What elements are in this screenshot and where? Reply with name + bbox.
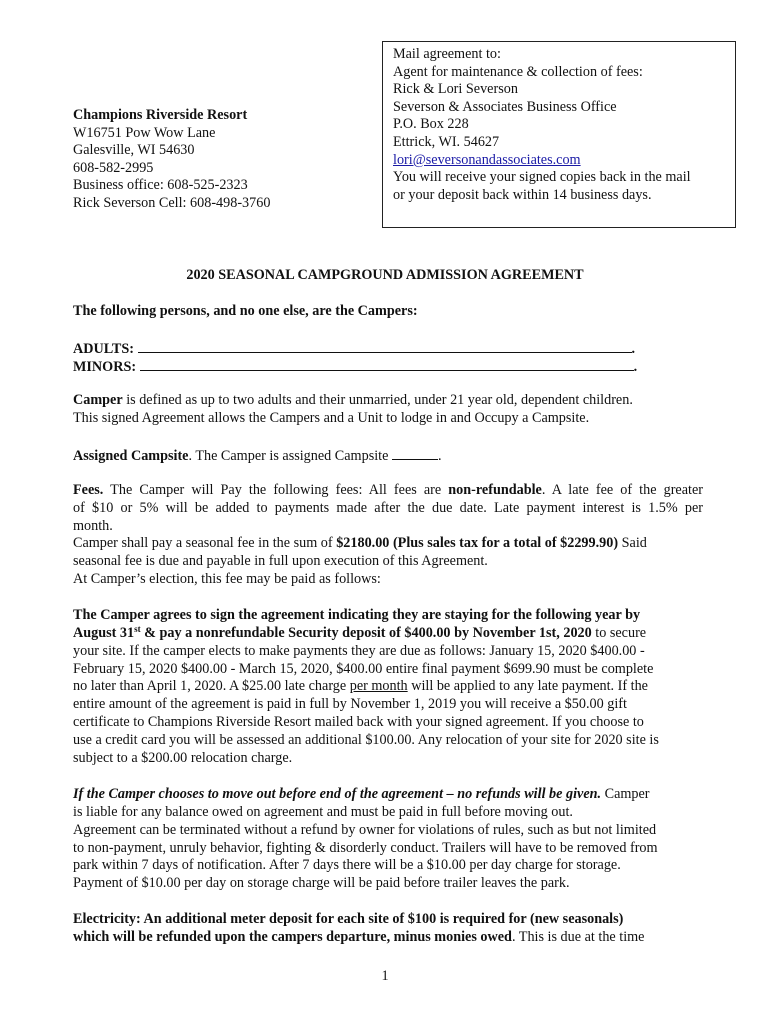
campers-heading: The following persons, and no one else, are the Campers: [73,303,418,319]
fees-line-5: seasonal fee is due and payable in full upon execution of this Agreement. [73,553,488,569]
electricity-line-1: Electricity: An additional meter deposit for each site of $100 is required for (new seasonals) [73,911,624,927]
cell-phone: Rick Severson Cell: 608-498-3760 [73,194,271,211]
late-charge-text: no later than April 1, 2020. A $25.00 late charge [73,678,350,694]
assigned-campsite-term: Assigned Campsite [73,448,189,464]
resort-city: Galesville, WI 54630 [73,142,195,159]
adults-blank[interactable] [138,339,632,353]
moveout-line-2: is liable for any balance owed on agreement and must be paid in full before moving out. [73,804,573,820]
business-office-line: Severson & Associates Business Office [393,98,617,115]
said-text: Said [618,535,647,551]
minors-row: MINORS: . [73,359,638,375]
refund-text: which will be refunded upon the campers departure, minus monies owed [73,929,512,945]
resort-phone: 608-582-2995 [73,159,154,176]
assigned-campsite-text: . The Camper is assigned Campsite [188,448,392,464]
camper-text: Camper [601,786,650,802]
agree-line-6: entire amount of the agreement is paid in full by November 1, 2019 you will receive a $50.00 gift [73,696,627,712]
non-refundable-text: non-refundable [448,482,542,498]
mail-to-line: Mail agreement to: [393,46,501,62]
late-payment-text: will be applied to any late payment. If the [407,678,648,694]
agreement-allows-line: This signed Agreement allows the Campers and a Unit to lodge in and Occupy a Campsite. [73,410,590,426]
adults-label: ADULTS: [73,341,134,357]
fees-line-2: of $10 or 5% will be added to payments made after the due date. Late payment interest is 1.5% per [73,500,703,516]
resort-name: Champions Riverside Resort [73,107,248,123]
assigned-campsite: Assigned Campsite. The Camper is assigned Campsite . [73,448,442,464]
agree-line-2 [73,625,703,643]
return-note-line-1: You will receive your signed copies back in the mail [393,169,691,186]
moveout-line-3: Agreement can be terminated without a refund by owner for violations of rules, such as but not limited [73,822,657,838]
moveout-line-5: park within 7 days of notification. After 7 days there will be a $10.00 per day charge for storage. [73,857,621,873]
email-link[interactable]: lori@seversonandassociates.com [393,151,581,168]
campsite-number-blank[interactable] [392,446,438,460]
to-secure-text: to secure [591,625,647,641]
security-deposit-text: & pay a nonrefundable Security deposit of $400.00 by November 1st, 2020 [140,625,592,641]
agree-line-9: subject to a $200.00 relocation charge. [73,750,293,766]
adults-row: ADULTS: . [73,341,636,357]
camper-def-text: is defined as up to two adults and their unmarried, under 21 year old, dependent children. [122,392,633,408]
document-title: 2020 SEASONAL CAMPGROUND ADMISSION AGREEMENT [186,267,584,283]
agent-line: Agent for maintenance & collection of fees: [393,63,643,80]
minors-blank[interactable] [140,357,634,371]
agree-line-7: certificate to Champions Riverside Resort mailed back with your signed agreement. If you choose to [73,714,644,730]
agent-names-line: Rick & Lori Severson [393,81,518,98]
agree-line-5 [73,678,703,696]
moveout-line-6: Payment of $10.00 per day on storage charge will be paid before trailer leaves the park. [73,875,570,891]
seasonal-fee-line [73,535,703,553]
agree-line-4: February 15, 2020 $400.00 - March 15, 2020, $400.00 entire final payment $699.90 must be complete [73,661,654,677]
business-office-phone: Business office: 608-525-2323 [73,177,248,194]
mail-agreement-box [382,41,736,228]
resort-address-block [73,107,270,213]
fees-line-3: month. [73,518,113,534]
electricity-line-2 [73,929,703,947]
seasonal-fee-amount: $2180.00 (Plus sales tax for a total of $2299.90) [336,535,619,551]
fees-term: Fees. [73,482,104,498]
agree-line-1: The Camper agrees to sign the agreement indicating they are staying for the following year by [73,607,641,623]
fees-line-6: At Camper’s election, this fee may be paid as follows: [73,571,381,587]
due-time-text: . This is due at the time [511,929,645,945]
agree-line-8: use a credit card you will be assessed an additional $100.00. Any relocation of your site for 2020 site is [73,732,659,748]
po-box-line: P.O. Box 228 [393,116,469,133]
agree-line-3: your site. If the camper elects to make payments they are due as follows: January 15, 2020 $400.00 - [73,643,645,659]
no-refunds-text: If the Camper chooses to move out before end of the agreement – no refunds will be given. [73,786,602,802]
fees-text: The Camper will Pay the following fees: All fees are [103,482,449,498]
camper-definition [73,392,703,410]
august-sup: st [134,624,141,634]
return-note-line-2: or your deposit back within 14 business days. [393,186,652,203]
moveout-line-4: to non-payment, unruly behavior, fighting & disorderly conduct. Trailers will have to be removed from [73,840,658,856]
page-number: 1 [381,968,389,984]
resort-street: W16751 Pow Wow Lane [73,124,216,141]
moveout-line-1 [73,786,703,804]
minors-label: MINORS: [73,359,137,375]
camper-term: Camper [73,392,123,408]
august-date: August 31 [73,625,135,641]
late-fee-text: . A late fee of the greater [541,482,703,498]
seasonal-fee-text: Camper shall pay a seasonal fee in the sum of [73,535,337,551]
fees-line-1 [73,482,703,500]
per-month-text: per month [349,678,408,694]
city-line: Ettrick, WI. 54627 [393,133,500,150]
